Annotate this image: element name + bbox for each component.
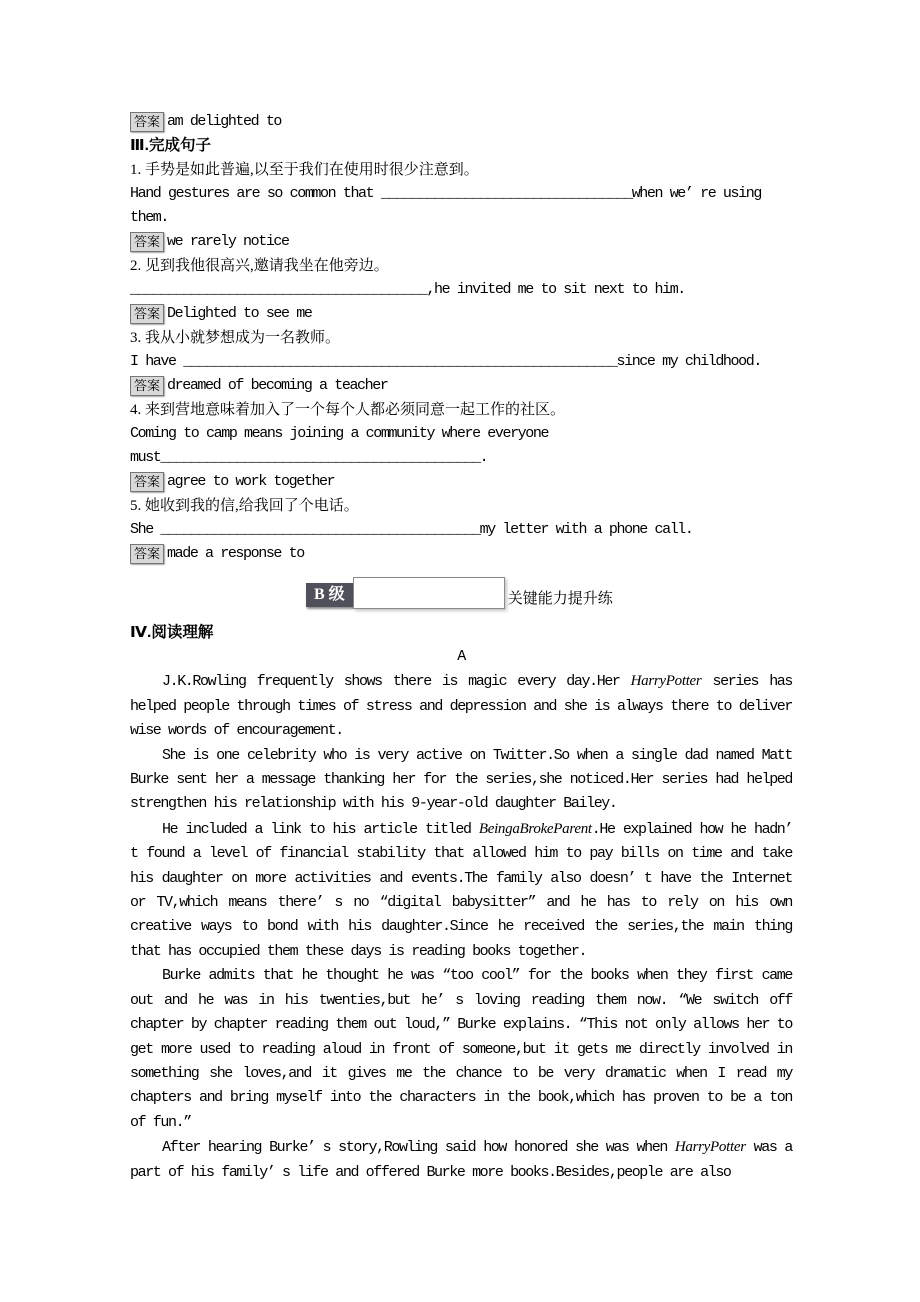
grade-caption: 关键能力提升练 [507, 591, 613, 607]
answer-badge: 答案 [130, 472, 164, 492]
reading-passage [130, 669, 792, 1185]
answer-badge: 答案 [130, 304, 164, 324]
passage-paragraph-4: Burke admits that he thought he was “too cool” for the books when they first came out and he was in his twenties,but he’ s loving reading them now. “We switch off chapter by chapter reading them out loud,” Burke explains. “This not only allows her to get more used to reading aloud in front of someone,but it gets me directly involved in something she loves,and it gives me the chance to be very dramatic when I read my chapters and bring myself into the characters in the book,which has proven to be a ton of fun.” [130, 967, 792, 1131]
passage-paragraph-5: After hearing Burke’ s story,Rowling said how honored she was when HarryPotter was a part of his family’ s life and offered Burke more books.Besides,people are also [130, 1139, 792, 1181]
question-3-chinese: 3. 我从小就梦想成为一名教师。 [130, 330, 341, 346]
question-4-english-line-2: must__________________________________________. [130, 449, 488, 466]
section3-title: Ⅲ.完成句子 [130, 137, 211, 154]
answer-row-5 [130, 542, 792, 566]
answer-badge: 答案 [130, 112, 164, 132]
passage-paragraph-3: He included a link to his article titled BeingaBrokeParent.He explained how he hadn’ t found a level of financial stability that allowed him to pay bills on time and take his daughter on more activities and events.The family also doesn’ t have the Internet or TV,which means there’ s no “digital babysitter” and he has to rely on his own creative ways to bond with his daughter.Since he received the series,the main thing that has occupied them these days is reading books together. [130, 820, 792, 960]
question-1-chinese: 1. 手势是如此普遍,以至于我们在使用时很少注意到。 [130, 162, 479, 178]
question-3-english-line-1: I have _________________________________________________________since my childhood. [130, 353, 761, 370]
answer-badge: 答案 [130, 232, 164, 252]
answer-badge: 答案 [130, 544, 164, 564]
question-1-english-line-1: Hand gestures are so common that _________________________________when we’ re using [130, 185, 761, 202]
answer-text: dreamed of becoming a teacher [167, 377, 388, 394]
answer-text: Delighted to see me [167, 305, 312, 322]
question-2-chinese: 2. 见到我他很高兴,邀请我坐在他旁边。 [130, 258, 389, 274]
question-1-english-line-2: them. [130, 209, 169, 226]
document-content [130, 110, 792, 1185]
grade-banner [306, 575, 792, 609]
question-5-english-line-1: She __________________________________________my letter with a phone call. [130, 521, 693, 538]
question-4-chinese: 4. 来到营地意味着加入了一个每个人都必须同意一起工作的社区。 [130, 402, 566, 418]
answer-row-2 [130, 302, 792, 326]
answer-text: agree to work together [167, 473, 335, 490]
answer-text: made a response to [167, 545, 304, 562]
question-4-english-line-1: Coming to camp means joining a community where everyone [130, 425, 549, 442]
answer-row-4 [130, 470, 792, 494]
answer-row-top [130, 110, 792, 134]
section4-title: Ⅳ.阅读理解 [130, 624, 214, 641]
passage-paragraph-2: She is one celebrity who is very active on Twitter.So when a single dad named Matt Burke sent her a message thanking her for the series,she noticed.Her series had helped strengthen his relationship with his 9-year-old daughter Bailey. [130, 746, 792, 813]
answer-text: am delighted to [167, 113, 282, 130]
grade-empty-box [353, 577, 505, 609]
passage-paragraph-1: J.K.Rowling frequently shows there is magic every day.Her HarryPotter series has helped people through times of stress and depression and she is always there to deliver wise words of encouragement. [130, 673, 792, 740]
answer-text: we rarely notice [167, 233, 289, 250]
question-2-english-line-1: _______________________________________,he invited me to sit next to him. [130, 281, 685, 298]
grade-badge: B 级 [306, 583, 353, 607]
answer-badge: 答案 [130, 376, 164, 396]
passage-label: A [457, 648, 465, 665]
answer-row-1 [130, 230, 792, 254]
question-5-chinese: 5. 她收到我的信,给我回了个电话。 [130, 498, 359, 514]
answer-row-3 [130, 374, 792, 398]
